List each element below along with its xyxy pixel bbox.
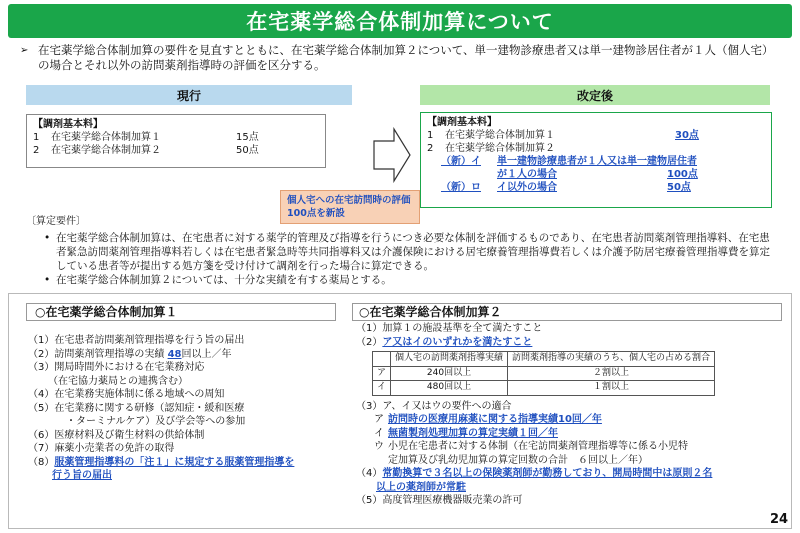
requirement-item: • 在宅薬学総合体制加算は、在宅患者に対する薬学的管理及び指導を行うにつき必要な体制を評価するものであり、在宅患者訪問薬剤管理指導料、在宅患者緊急訪問薬剤管理指導料若しくは在宅患者緊急時等共同指導料又は介護保険における居宅療養管理指導費若しくは介護予防居宅療養管理指導費を算定している患者等が提出する処方箋を受け付けて調剤を行った場合に算定できる。	[44, 232, 770, 272]
title-bar	[8, 4, 792, 38]
right-criteria-list	[356, 322, 776, 508]
criteria-item: （2）ア又はイのいずれかを満たすこと	[356, 336, 533, 348]
current-header: 現行	[26, 85, 352, 105]
criteria-item: （5）在宅業務に関する研修（認知症・緩和医療	[28, 402, 245, 414]
criteria-item: （4）常勤換算で３名以上の保険薬剤師が勤務しており、開局時間中は原則２名	[356, 468, 713, 479]
criteria-item-cont: ・ターミナルケア）及び学会等への参加	[66, 416, 246, 427]
arrow-right-icon	[372, 127, 412, 183]
criteria-item-cont: 行う旨の届出	[52, 470, 112, 481]
left-section-title: ○在宅薬学総合体制加算１	[26, 303, 336, 321]
revised-sub-ro: （新）ロ イ以外の場合 50点	[441, 182, 691, 193]
table-row: イ 480回以上 １割以上	[373, 381, 715, 396]
criteria-item: （6）医療材料及び衛生材料の供給体制	[28, 429, 205, 441]
table-header-row: 個人宅の訪問薬剤指導実績 訪問薬剤指導の実績のうち、個人宅の占める割合	[373, 352, 715, 367]
revised-box	[420, 112, 772, 208]
current-item-2: 2 在宅薬学総合体制加算２ 50点	[33, 145, 259, 156]
new-evaluation-callout: 個人宅への在宅訪問時の評価100点を新設	[280, 190, 420, 224]
summary	[20, 43, 780, 73]
criteria-subitem-cont: 定加算及び乳幼児加算の算定回数の合計 ６回以上／年）	[388, 454, 648, 466]
revised-header: 改定後	[420, 85, 770, 105]
revised-sub-i-cont: が１人の場合 100点	[497, 169, 698, 180]
left-criteria-list	[28, 334, 338, 483]
revised-heading: 【調剤基本料】	[427, 117, 497, 128]
criteria-item-cont: （在宅協力薬局との連携含む）	[48, 375, 188, 387]
table-row: ア 240回以上 ２割以上	[373, 366, 715, 381]
current-item-1: 1 在宅薬学総合体制加算１ 15点	[33, 132, 259, 143]
requirement-item: • 在宅薬学総合体制加算２については、十分な実績を有する薬局とする。	[44, 274, 392, 286]
page-number: 24	[770, 512, 789, 527]
bullet-marker: ➢	[20, 45, 29, 56]
criteria-item: （2）訪問薬剤管理指導の実績 48回以上／年	[28, 348, 232, 360]
page-title: 在宅薬学総合体制加算について	[246, 10, 554, 34]
requirements-list	[44, 231, 779, 287]
criteria-table	[372, 351, 715, 396]
requirements-label: 〔算定要件〕	[26, 216, 86, 227]
criteria-item: （8）服薬管理指導料の「注１」に規定する服薬管理指導を	[28, 456, 295, 468]
criteria-item: （4）在宅業務実施体制に係る地域への周知	[28, 389, 225, 400]
right-section-title: ○在宅薬学総合体制加算２	[352, 303, 782, 321]
summary-text: 在宅薬学総合体制加算の要件を見直すとともに、在宅薬学総合体制加算２について、単一建物診療患者又は単一建物診居住者が１人（個人宅）の場合とそれ以外の訪問薬剤指導時の評価を区分する。	[38, 43, 774, 72]
current-heading: 【調剤基本料】	[33, 119, 103, 130]
criteria-item: （3）ア、イ又はウの要件への適合	[356, 400, 512, 412]
criteria-item: （5）高度管理医療機器販売業の許可	[356, 495, 523, 506]
criteria-subitem: ア 訪問時の医療用麻薬に関する指導実績10回／年	[374, 414, 602, 425]
criteria-item: （3）開局時間外における在宅業務対応	[28, 362, 205, 373]
criteria-item: （1）在宅患者訪問薬剤管理指導を行う旨の届出	[28, 335, 245, 346]
criteria-subitem: イ 無菌製剤処理加算の算定実績１回／年	[374, 427, 558, 439]
criteria-item: （1）加算１の施設基準を全て満たすこと	[356, 323, 543, 334]
criteria-item: （7）麻薬小売業者の免許の取得	[28, 443, 175, 454]
criteria-item-cont: 以上の薬剤師が常駐	[376, 481, 466, 493]
criteria-subitem: ウ 小児在宅患者に対する体制（在宅訪問薬剤管理指導等に係る小児特	[374, 441, 688, 452]
revised-item-2: 2 在宅薬学総合体制加算２	[427, 143, 555, 154]
revised-sub-i: （新）イ 単一建物診療患者が１人又は単一建物居住者	[441, 156, 697, 167]
revised-item-1: 1 在宅薬学総合体制加算１ 30点	[427, 130, 699, 141]
current-box	[26, 114, 326, 168]
